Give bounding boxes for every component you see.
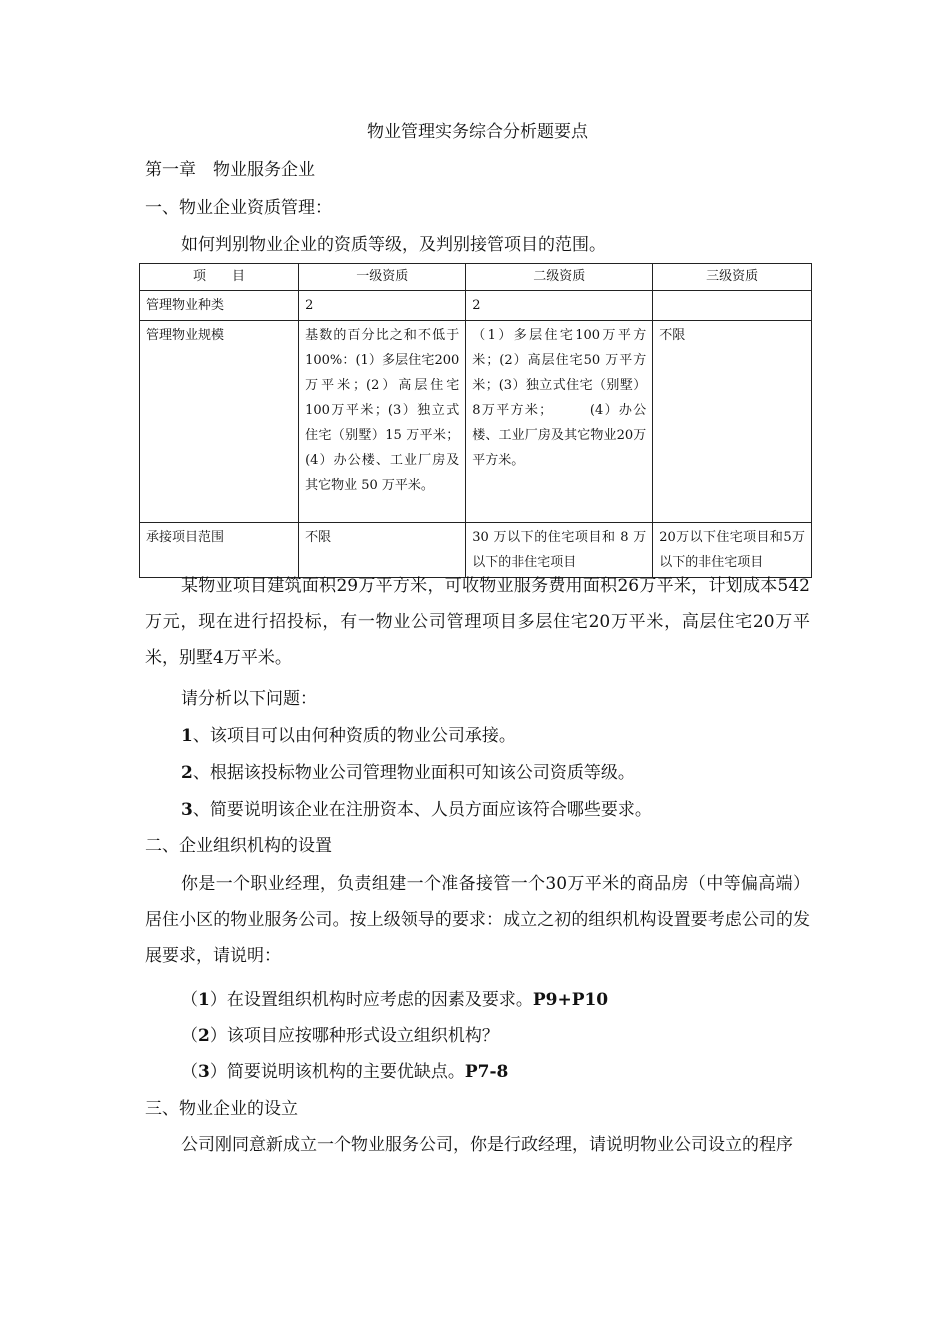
document-title: 物业管理实务综合分析题要点 bbox=[367, 122, 588, 142]
question-2 bbox=[181, 761, 635, 785]
page-reference: P9+P10 bbox=[532, 990, 609, 1010]
table-header-cell: 三级资质 bbox=[653, 264, 812, 291]
item-text: ）该项目应按哪种形式设立组织机构？ bbox=[209, 1026, 499, 1046]
table-cell: 基数的百分比之和不低于100%：(1）多层住宅200万平米；(2）高层住宅100万平米；(3）独立式住宅（别墅）15 万平米；(4）办公楼、工业厂房及其它物业 50 万平米。 bbox=[299, 321, 466, 523]
table-cell: 2 bbox=[299, 291, 466, 321]
section-2-heading: 二、企业组织机构的设置 bbox=[145, 836, 332, 856]
section-1-case: 某物业项目建筑面积29万平方米，可收物业服务费用面积26万平米，计划成本542万元，现在进行招投标，有一物业公司管理项目多层住宅20万平米，高层住宅20万平米，别墅4万平米。 bbox=[145, 576, 810, 668]
section-3-case: 公司刚同意新成立一个物业服务公司，你是行政经理，请说明物业公司设立的程序 bbox=[181, 1135, 793, 1155]
table-cell: 不限 bbox=[299, 523, 466, 578]
chapter-heading: 第一章 物业服务企业 bbox=[145, 160, 315, 180]
question-text: 、该项目可以由何种资质的物业公司承接。 bbox=[192, 726, 516, 746]
question-number: 2 bbox=[181, 763, 193, 783]
question-number: 3 bbox=[181, 800, 193, 820]
item-text: ）在设置组织机构时应考虑的因素及要求。 bbox=[209, 990, 533, 1010]
table-cell: 20万以下住宅项目和5万以下的非住宅项目 bbox=[653, 523, 812, 578]
section-1-heading: 一、物业企业资质管理： bbox=[145, 198, 332, 218]
section-3-heading: 三、物业企业的设立 bbox=[145, 1099, 298, 1119]
table-cell: 承接项目范围 bbox=[140, 523, 299, 578]
item-number: 1 bbox=[198, 990, 210, 1010]
table-cell: 管理物业规模 bbox=[140, 321, 299, 523]
paren: （ bbox=[181, 1026, 198, 1046]
section-2-item-2 bbox=[181, 1024, 499, 1048]
table-cell bbox=[653, 291, 812, 321]
paren: （ bbox=[181, 990, 198, 1010]
table-cell: 30 万以下的住宅项目和 8 万以下的非住宅项目 bbox=[466, 523, 653, 578]
table-cell: （1）多层住宅100万平方米；(2）高层住宅50 万平方米；(3）独立式住宅（别墅）8万平方米； (4）办公楼、工业厂房及其它物业20万平方米。 bbox=[466, 321, 653, 523]
section-2-item-1 bbox=[181, 988, 608, 1012]
table-header-cell: 项 目 bbox=[140, 264, 299, 291]
page-reference: P7-8 bbox=[464, 1062, 509, 1082]
table-cell: 管理物业种类 bbox=[140, 291, 299, 321]
table-header-row bbox=[140, 264, 812, 291]
section-2-case: 你是一个职业经理，负责组建一个准备接管一个30万平米的商品房（中等偏高端）居住小区的物业服务公司。按上级领导的要求：成立之初的组织机构设置要考虑公司的发展要求，请说明： bbox=[145, 874, 810, 966]
qualification-table bbox=[139, 263, 812, 578]
table-row bbox=[140, 321, 812, 523]
question-text: 、简要说明该企业在注册资本、人员方面应该符合哪些要求。 bbox=[192, 800, 652, 820]
question-number: 1 bbox=[181, 726, 193, 746]
table-header-cell: 二级资质 bbox=[466, 264, 653, 291]
table-cell: 不限 bbox=[653, 321, 812, 523]
table-header-cell: 一级资质 bbox=[299, 264, 466, 291]
paren: （ bbox=[181, 1062, 198, 1082]
question-3 bbox=[181, 798, 652, 822]
table-cell: 2 bbox=[466, 291, 653, 321]
item-number: 2 bbox=[198, 1026, 210, 1046]
question-1 bbox=[181, 724, 516, 748]
item-number: 3 bbox=[198, 1062, 210, 1082]
question-text: 、根据该投标物业公司管理物业面积可知该公司资质等级。 bbox=[192, 763, 635, 783]
section-2-item-3 bbox=[181, 1060, 508, 1084]
item-text: ）简要说明该机构的主要优缺点。 bbox=[209, 1062, 465, 1082]
section-1-intro: 如何判别物业企业的资质等级，及判别接管项目的范围。 bbox=[181, 235, 606, 255]
section-1-ask: 请分析以下问题： bbox=[181, 689, 317, 709]
table-row bbox=[140, 291, 812, 321]
